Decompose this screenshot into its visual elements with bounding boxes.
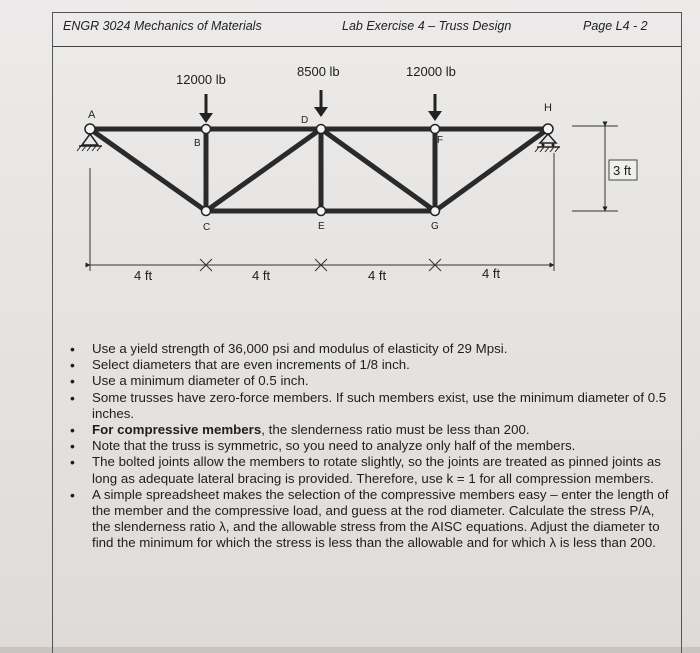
bullet-zero-force-members <box>70 390 670 422</box>
bullet-symmetry <box>70 438 670 454</box>
bullet-text: , the slenderness ratio must be less than 200. <box>261 422 530 438</box>
joint-B <box>202 125 211 134</box>
bullet-text: Use a minimum diameter of 0.5 inch. <box>92 373 309 389</box>
load-arrow-D <box>314 90 328 117</box>
node-label-C: C <box>203 222 211 233</box>
bullet-pinned-joints <box>70 454 670 486</box>
joint-G <box>431 207 440 216</box>
bullet-compressive-members <box>70 422 670 438</box>
page-number: Page L4 - 2 <box>583 19 648 33</box>
node-label-A: A <box>88 109 96 121</box>
node-label-B: B <box>194 138 201 149</box>
bullet-diameter-increments <box>70 357 670 373</box>
bullet-text: A simple spreadsheet makes the selection of the compressive members easy – enter the length of the member and the compressive load, and guess at the rod diameter. Calculate the stress P/A, the slenderness ratio λ, and the allowable stress from the AISC equations. Adjust the diameter to find the minimum for which the stress is less than the allowable and for which λ is less than 200. <box>92 486 669 551</box>
bullet-text: Some trusses have zero-force members. If such members exist, use the minimum diameter of 0.5 inches. <box>92 389 667 421</box>
header-divider <box>52 46 681 47</box>
member-CD <box>206 129 321 211</box>
joint-C <box>202 207 211 216</box>
joint-E <box>317 207 326 216</box>
joint-D <box>317 125 326 134</box>
bullet-bold-text: For compressive members <box>92 422 262 438</box>
bullet-text: Use a yield strength of 36,000 psi and modulus of elasticity of 29 Mpsi. <box>92 341 508 356</box>
node-label-E: E <box>318 221 325 232</box>
span-label-3: 4 ft <box>368 268 387 283</box>
bullet-yield-strength <box>70 341 670 357</box>
bullet-text: Note that the truss is symmetric, so you need to analyze only half of the members. <box>92 438 576 454</box>
member-DG <box>321 129 435 211</box>
span-label-1: 4 ft <box>134 268 153 283</box>
node-label-F: F <box>437 135 444 146</box>
span-label-2: 4 ft <box>252 268 271 283</box>
height-label: 3 ft <box>613 163 632 178</box>
joint-F <box>431 125 440 134</box>
load-label-B: 12000 lb <box>176 72 226 87</box>
bullet-text: The bolted joints allow the members to rotate slightly, so the joints are treated as pinned joints as long as adequate lateral bracing is provided. Therefore, use k = 1 for all compression members. <box>92 454 661 486</box>
truss-diagram <box>52 48 680 298</box>
load-arrow-B <box>199 94 213 123</box>
exercise-title: Lab Exercise 4 – Truss Design <box>342 19 512 33</box>
requirements-list <box>70 341 670 552</box>
load-label-F: 12000 lb <box>406 64 456 79</box>
member-AC <box>90 129 206 211</box>
bullet-minimum-diameter <box>70 373 670 389</box>
load-arrow-F <box>428 94 442 121</box>
node-label-G: G <box>431 221 439 232</box>
member-GH <box>435 129 548 211</box>
node-label-D: D <box>301 115 309 126</box>
bullet-text: Select diameters that are even increments of 1/8 inch. <box>92 357 410 373</box>
load-label-D: 8500 lb <box>297 64 340 79</box>
bullet-spreadsheet <box>70 487 670 552</box>
course-title: ENGR 3024 Mechanics of Materials <box>63 19 262 33</box>
span-label-4: 4 ft <box>482 266 501 281</box>
node-label-H: H <box>544 102 552 114</box>
